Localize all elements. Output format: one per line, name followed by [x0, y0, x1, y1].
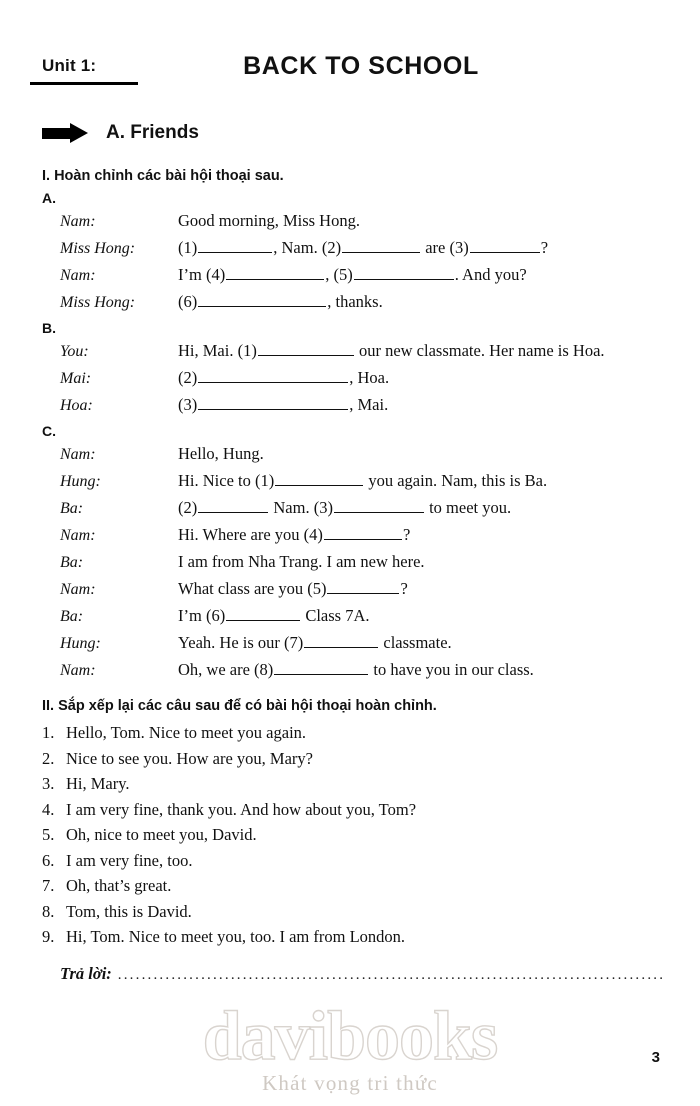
utterance-segment: to have you in our class.	[369, 660, 534, 679]
utterance-segment: Hi. Nice to (1)	[178, 471, 275, 490]
speaker-label: Nam:	[60, 446, 96, 463]
watermark	[0, 998, 700, 1096]
list-item	[42, 848, 700, 874]
speaker-label: You:	[60, 343, 89, 360]
utterance-text	[178, 522, 700, 548]
list-item-text: Tom, this is David.	[66, 901, 192, 921]
list-item-text: Hi, Tom. Nice to meet you, too. I am from London.	[66, 927, 406, 946]
answer-dotted-blank[interactable]: ............................................................................................	[117, 966, 666, 983]
list-item-text: Hello, Tom. Nice to meet you again.	[66, 723, 307, 742]
arrow-right-icon	[42, 124, 88, 142]
utterance-segment: ?	[402, 525, 411, 544]
dialogue-line	[60, 338, 700, 365]
utterance-text	[178, 289, 700, 315]
fill-in-blank[interactable]	[470, 237, 540, 253]
page-header	[0, 52, 700, 96]
list-item-number: 1.	[42, 723, 55, 742]
list-item	[42, 899, 700, 925]
speaker-label: Mai:	[60, 370, 92, 387]
fill-in-blank[interactable]	[342, 237, 420, 253]
utterance-segment: What class are you (5)	[178, 579, 327, 598]
section-heading	[0, 118, 700, 148]
dialogue-line	[60, 208, 700, 235]
list-item	[42, 720, 700, 746]
list-item-text: Nice to see you. How are you, Mary?	[66, 748, 313, 768]
utterance-text	[178, 392, 700, 418]
section-label: A. Friends	[106, 122, 199, 143]
dialogue-line	[60, 235, 700, 262]
document-page	[0, 52, 700, 1106]
part-label: A.	[42, 190, 56, 206]
speaker-label: Nam:	[60, 527, 96, 544]
speaker-label: Hung:	[60, 473, 101, 490]
speaker-label: Nam:	[60, 267, 96, 284]
dialogue-line	[60, 468, 700, 495]
watermark-tagline: Khát vọng tri thức	[262, 1071, 438, 1095]
dialogue-line	[60, 630, 700, 657]
utterance-segment: , Nam. (2)	[273, 238, 342, 257]
speaker-label: Miss Hong:	[60, 294, 136, 311]
dialogue-block	[0, 441, 700, 684]
utterance-segment: (6)	[178, 292, 198, 311]
utterance-segment: , thanks.	[327, 292, 383, 311]
list-item-text: I am very fine, too.	[66, 850, 193, 870]
utterance-text	[178, 338, 700, 364]
fill-in-blank[interactable]	[226, 605, 300, 621]
utterance-text	[178, 365, 700, 391]
dialogue-block	[0, 208, 700, 316]
dialogue-line	[60, 441, 700, 468]
fill-in-blank[interactable]	[226, 264, 324, 280]
list-item-number: 8.	[42, 901, 55, 921]
dialogue-line	[60, 495, 700, 522]
speaker-label: Ba:	[60, 554, 84, 571]
fill-in-blank[interactable]	[198, 237, 272, 253]
utterance-segment: , (5)	[325, 265, 353, 284]
utterance-text	[178, 208, 700, 234]
utterance-segment: (1)	[178, 238, 198, 257]
utterance-segment: ?	[400, 579, 408, 598]
dialogue-line	[60, 576, 700, 603]
list-item-number: 3.	[42, 774, 55, 793]
fill-in-blank[interactable]	[354, 264, 454, 280]
list-item-number: 9.	[42, 927, 55, 946]
utterance-segment: Good morning, Miss Hong.	[178, 211, 360, 230]
speaker-label: Ba:	[60, 500, 84, 517]
unit-label: Unit 1:	[42, 56, 97, 75]
watermark-brand: davibooks	[202, 998, 498, 1075]
speaker-label: Nam:	[60, 213, 96, 230]
fill-in-blank[interactable]	[275, 470, 363, 486]
speaker-label: Hung:	[60, 635, 101, 652]
utterance-text	[178, 630, 700, 656]
dialogue-line	[60, 289, 700, 316]
list-item-text: Hi, Mary.	[66, 774, 130, 793]
utterance-segment: are (3)	[421, 238, 469, 257]
fill-in-blank[interactable]	[334, 497, 424, 513]
utterance-text	[178, 603, 700, 629]
utterance-segment: , Hoa.	[349, 368, 390, 387]
dialogue-line	[60, 262, 700, 289]
list-item-number: 4.	[42, 799, 55, 819]
fill-in-blank[interactable]	[274, 659, 368, 675]
list-item	[42, 771, 700, 797]
utterance-segment: Hello, Hung.	[178, 444, 264, 463]
fill-in-blank[interactable]	[198, 497, 268, 513]
unit-underline-rule	[30, 82, 138, 85]
utterance-segment: Class 7A.	[301, 606, 370, 625]
utterance-segment: , Mai.	[349, 395, 389, 414]
utterance-segment: to meet you.	[424, 498, 512, 517]
part-label: C.	[42, 423, 56, 439]
list-item	[42, 873, 700, 899]
list-item-text: Oh, nice to meet you, David.	[66, 825, 257, 844]
utterance-segment: (2)	[178, 368, 198, 387]
utterance-segment: I’m (4)	[178, 265, 226, 284]
fill-in-blank[interactable]	[324, 524, 402, 540]
utterance-text	[178, 495, 700, 521]
utterance-segment: classmate.	[379, 633, 452, 652]
dialogue-line	[60, 392, 700, 419]
dialogue-line	[60, 657, 700, 684]
list-item-number: 2.	[42, 748, 55, 768]
part-label: B.	[42, 320, 56, 336]
speaker-label: Hoa:	[60, 397, 93, 414]
utterance-segment: Nam. (3)	[269, 498, 333, 517]
list-item	[42, 746, 700, 772]
speaker-label: Ba:	[60, 608, 84, 625]
utterance-segment: our new classmate. Her name is Hoa.	[354, 341, 605, 360]
dialogue-line	[60, 365, 700, 392]
list-item-text: I am very fine, thank you. And how about you, Tom?	[66, 799, 417, 819]
exercise-2-title: II. Sắp xếp lại các câu sau để có bài hội thoại hoàn chỉnh.	[42, 698, 437, 714]
answer-label: Trả lời:	[60, 963, 112, 983]
fill-in-blank[interactable]	[327, 578, 399, 594]
utterance-segment: Yeah. He is our (7)	[178, 633, 304, 652]
utterance-segment: (2)	[178, 498, 198, 517]
utterance-segment: Hi. Where are you (4)	[178, 525, 323, 544]
list-item	[42, 822, 700, 848]
utterance-text	[178, 549, 700, 575]
speaker-label: Nam:	[60, 662, 96, 679]
utterance-text	[178, 262, 700, 288]
utterance-segment: Hi, Mai. (1)	[178, 341, 257, 360]
list-item-text: Oh, that’s great.	[66, 876, 172, 895]
utterance-segment: I’m (6)	[178, 606, 226, 625]
dialogue-line	[60, 603, 700, 630]
answer-line	[0, 964, 700, 984]
utterance-text	[178, 468, 700, 494]
utterance-text	[178, 235, 700, 261]
utterance-text	[178, 576, 700, 602]
utterance-segment: (3)	[178, 395, 198, 414]
fill-in-blank[interactable]	[198, 291, 326, 307]
utterance-text	[178, 441, 700, 467]
exercise-2-list	[0, 720, 700, 950]
dialogue-line	[60, 522, 700, 549]
page-number: 3	[651, 1049, 660, 1066]
list-item-number: 5.	[42, 825, 55, 844]
utterance-segment: . And you?	[454, 265, 527, 284]
list-item-number: 6.	[42, 850, 55, 870]
utterance-text	[178, 657, 700, 683]
fill-in-blank[interactable]	[198, 394, 348, 410]
list-item-number: 7.	[42, 876, 55, 895]
exercise-1-body	[0, 190, 700, 684]
dialogue-line	[60, 549, 700, 576]
fill-in-blank[interactable]	[198, 367, 348, 383]
fill-in-blank[interactable]	[258, 340, 354, 356]
utterance-segment: I am from Nha Trang. I am new here.	[178, 552, 425, 571]
page-title: BACK TO SCHOOL	[243, 52, 479, 80]
list-item	[42, 797, 700, 823]
dialogue-block	[0, 338, 700, 419]
list-item	[42, 924, 700, 950]
utterance-segment: ?	[540, 238, 549, 257]
speaker-label: Nam:	[60, 581, 96, 598]
exercise-1-title: I. Hoàn chỉnh các bài hội thoại sau.	[42, 168, 284, 184]
speaker-label: Miss Hong:	[60, 240, 136, 257]
utterance-segment: Oh, we are (8)	[178, 660, 274, 679]
utterance-segment: you again. Nam, this is Ba.	[364, 471, 548, 490]
fill-in-blank[interactable]	[304, 632, 378, 648]
